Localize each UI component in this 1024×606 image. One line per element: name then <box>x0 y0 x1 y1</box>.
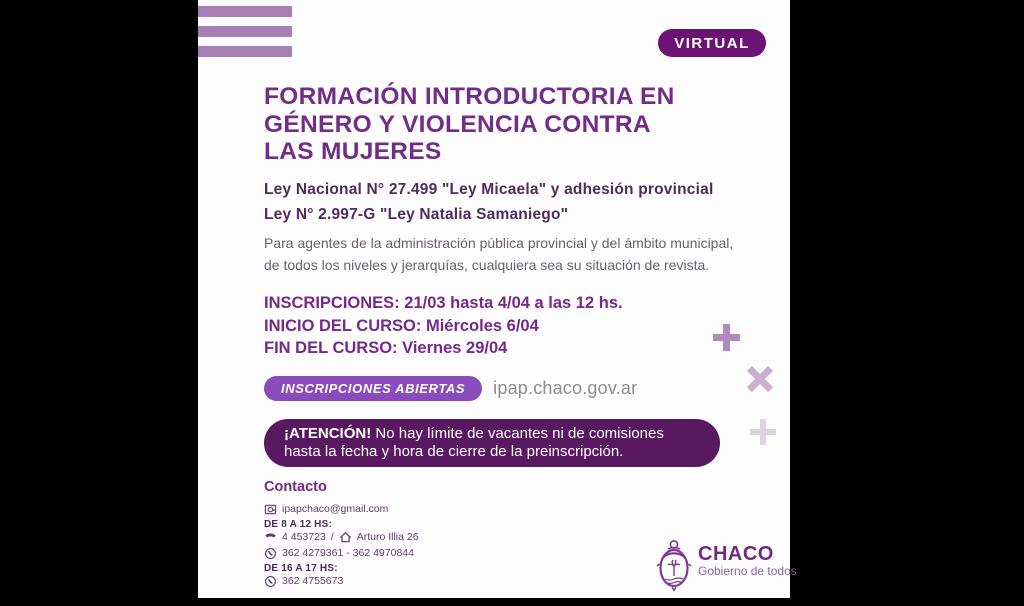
enrollment-open-badge: INSCRIPCIONES ABIERTAS <box>264 376 482 401</box>
phone-icon <box>264 531 277 544</box>
contact-whatsapp-row <box>264 575 419 588</box>
contact-heading: Contacto <box>264 479 327 495</box>
schedule-inscriptions: INSCRIPCIONES: 21/03 hasta 4/04 a las 12 hs. <box>264 294 623 312</box>
title-line: GÉNERO Y VIOLENCIA CONTRA <box>264 110 651 138</box>
audience-description <box>264 233 733 276</box>
contact-email: ipapchaco@gmail.com <box>282 503 389 515</box>
stripe-bar <box>198 6 292 17</box>
attention-line: hasta la fecha y hora de cierre de la preinscripción. <box>284 443 624 460</box>
contact-hours-label: DE 16 A 17 HS: <box>264 563 338 574</box>
plus-icon <box>711 322 742 353</box>
home-icon <box>339 531 352 544</box>
email-at-icon <box>264 503 277 516</box>
stripe-bar <box>198 26 292 37</box>
contact-whatsapp-row <box>264 547 419 560</box>
chaco-logo-name: CHACO <box>698 543 774 565</box>
contact-whatsapp-2: 362 4755673 <box>282 575 344 587</box>
cross-icon <box>735 354 786 405</box>
law-line: Ley Nacional N° 27.499 "Ley Micaela" y adhesión provincial <box>264 181 714 198</box>
chaco-government-logo <box>655 538 797 592</box>
schedule-start: INICIO DEL CURSO: Miércoles 6/04 <box>264 316 539 335</box>
whatsapp-icon <box>264 547 277 560</box>
enrollment-row <box>264 376 637 401</box>
whatsapp-icon <box>264 575 277 588</box>
title-line: FORMACIÓN INTRODUCTORIA EN <box>264 83 675 110</box>
contact-phone: 4 453723 <box>282 531 326 543</box>
audience-line: Para agentes de la administración pública provincial y del ámbito municipal, <box>264 235 734 251</box>
contact-whatsapp-1: 362 4279361 - 362 4970844 <box>282 547 414 559</box>
law-line: Ley N° 2.997-G "Ley Natalia Samaniego" <box>264 206 569 223</box>
contact-phone-row <box>264 531 419 544</box>
chaco-logo-tagline: Gobierno de todos <box>698 564 797 578</box>
attention-line <box>284 425 700 444</box>
website-url: ipap.chaco.gov.ar <box>493 378 638 398</box>
stripe-bar <box>198 46 292 57</box>
chaco-logo-text <box>698 538 797 579</box>
contact-separator: / <box>330 531 334 543</box>
chaco-crest-icon <box>655 538 693 592</box>
plus-icon <box>748 417 778 447</box>
contact-email-row <box>264 503 419 516</box>
attention-text: No hay límite de vacantes ni de comisiones <box>371 424 664 442</box>
law-references <box>264 177 713 227</box>
brand-stripes <box>198 6 292 66</box>
contact-section <box>264 479 419 591</box>
attention-notice <box>264 419 720 467</box>
schedule-block <box>264 292 623 360</box>
title-line: LAS MUJERES <box>264 138 442 165</box>
audience-line: de todos los niveles y jerarquías, cualquiera sea su situación de revista. <box>264 256 710 273</box>
contact-address: Arturo Illia 26 <box>356 531 419 543</box>
virtual-badge: VIRTUAL <box>658 29 766 57</box>
page-title <box>264 83 675 166</box>
contact-hours-label: DE 8 A 12 HS: <box>264 519 332 530</box>
flyer <box>198 0 797 598</box>
attention-lead: ¡ATENCIÓN! <box>284 424 372 442</box>
schedule-end: FIN DEL CURSO: Viernes 29/04 <box>264 339 508 357</box>
